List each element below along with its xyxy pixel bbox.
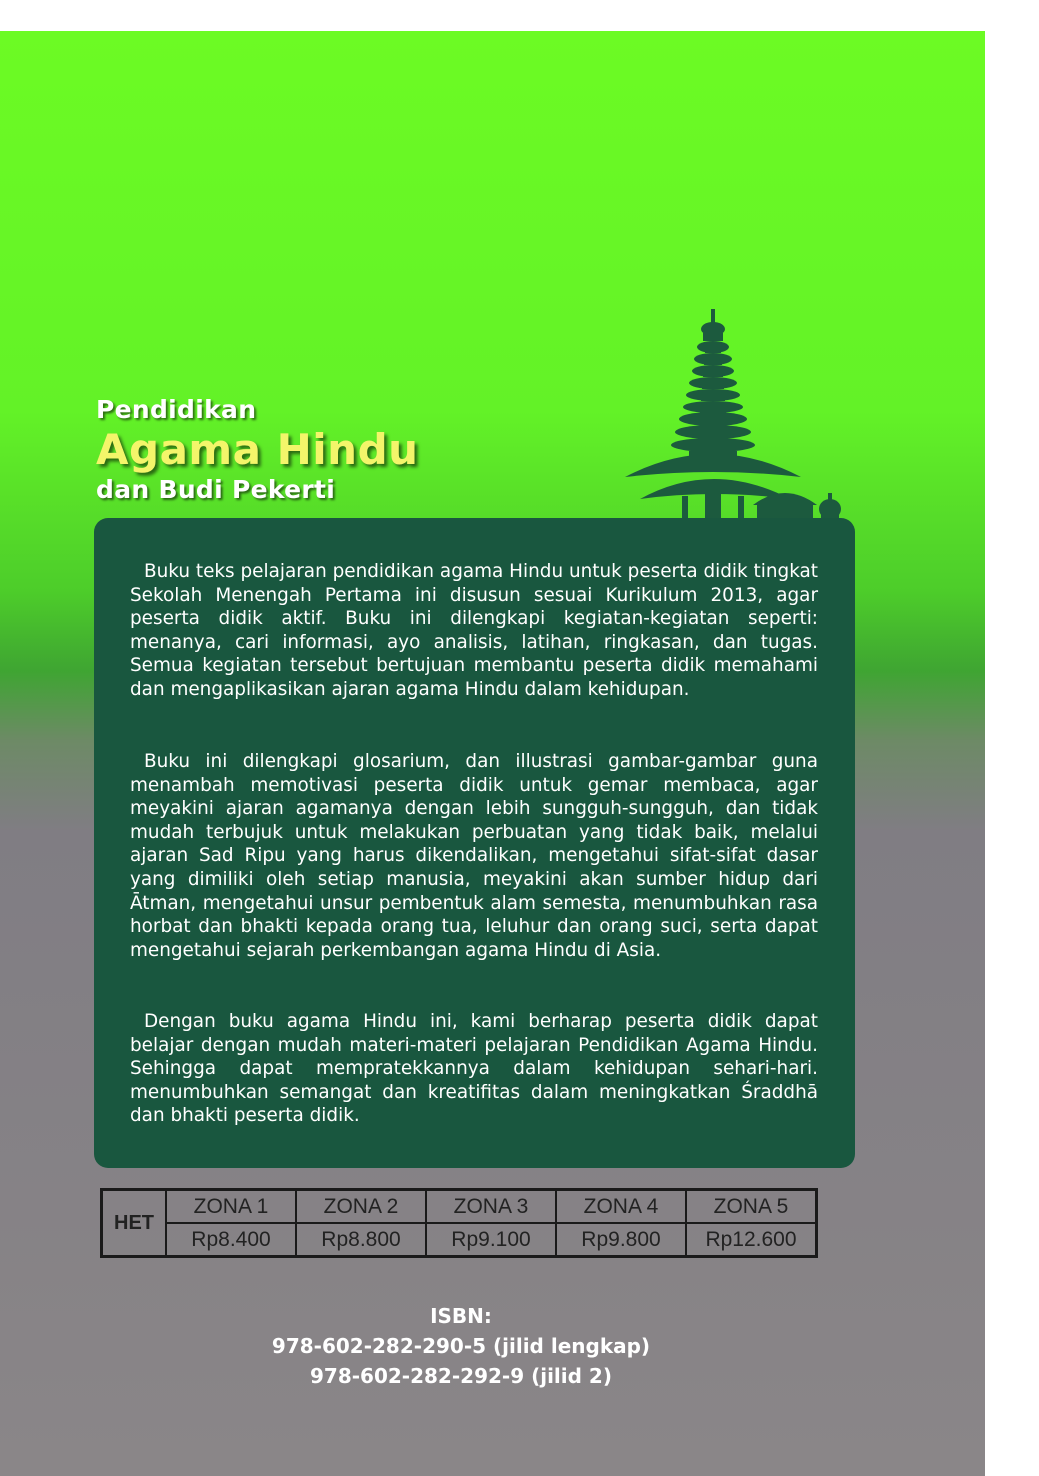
- title-line-budi-pekerti: dan Budi Pekerti: [96, 475, 336, 504]
- title-line-pendidikan: Pendidikan: [96, 395, 257, 424]
- book-back-cover: [0, 31, 985, 1476]
- zone-price: Rp8.800: [296, 1223, 426, 1257]
- zone-header: ZONA 1: [166, 1190, 296, 1224]
- zone-header: ZONA 2: [296, 1190, 426, 1224]
- price-table-label: HET: [102, 1190, 167, 1257]
- zone-header: ZONA 3: [426, 1190, 556, 1224]
- zone-price: Rp8.400: [166, 1223, 296, 1257]
- price-table: [100, 1188, 818, 1258]
- zone-price: Rp9.100: [426, 1223, 556, 1257]
- description-paragraph-2: Buku ini dilengkapi glosarium, dan illustrasi gambar-gambar guna menambah memotivasi peserta didik untuk gemar membaca, agar meyakini ajaran agamanya dengan lebih sungguh-sungguh, dan tidak mudah terbujuk untuk melakukan perbuatan yang tidak baik, melalui ajaran Sad Ripu yang harus dikendalikan, mengetahui sifat-sifat dasar yang dimiliki oleh setiap manusia, meyakini akan sumber hidup dari Ātman, mengetahui unsur pembentuk alam semesta, menumbuhkan rasa horbat dan bhakti kepada orang tua, leluhur dan orang suci, serta dapat mengetahui sejarah perkembangan agama Hindu di Asia.: [130, 751, 818, 961]
- zone-header: ZONA 5: [686, 1190, 817, 1224]
- description-box: [94, 518, 855, 1168]
- zone-price: Rp12.600: [686, 1223, 817, 1257]
- zone-header: ZONA 4: [556, 1190, 686, 1224]
- isbn-line-1: 978-602-282-290-5 (jilid lengkap): [271, 1334, 651, 1358]
- title-line-agama-hindu: Agama Hindu: [96, 425, 419, 474]
- isbn-block: [0, 1301, 922, 1391]
- zone-price: Rp9.800: [556, 1223, 686, 1257]
- isbn-label: ISBN:: [430, 1304, 492, 1328]
- book-title: [96, 395, 419, 505]
- price-table-zone-row: [102, 1190, 817, 1224]
- isbn-line-2: 978-602-282-292-9 (jilid 2): [310, 1364, 612, 1388]
- price-table-price-row: [102, 1223, 817, 1257]
- description-paragraph-1: Buku teks pelajaran pendidikan agama Hindu untuk peserta didik tingkat Sekolah Menengah Pertama ini disusun sesuai Kurikulum 2013, agar peserta didik aktif. Buku ini dilengkapi kegiatan-kegiatan seperti: menanya, cari informasi, ayo analisis, latihan, ringkasan, dan tugas. Semua kegiatan tersebut bertujuan membantu peserta didik memahami dan mengaplikasikan ajaran agama Hindu dalam kehidupan.: [130, 561, 818, 700]
- description-paragraph-3: Dengan buku agama Hindu ini, kami berharap peserta didik dapat belajar dengan mudah materi-materi pelajaran Pendidikan Agama Hindu. Sehingga dapat mempratekkannya dalam kehidupan sehari-hari. menumbuhkan semangat dan kreatifitas dalam meningkatkan Śraddhā dan bhakti peserta didik.: [130, 1011, 818, 1127]
